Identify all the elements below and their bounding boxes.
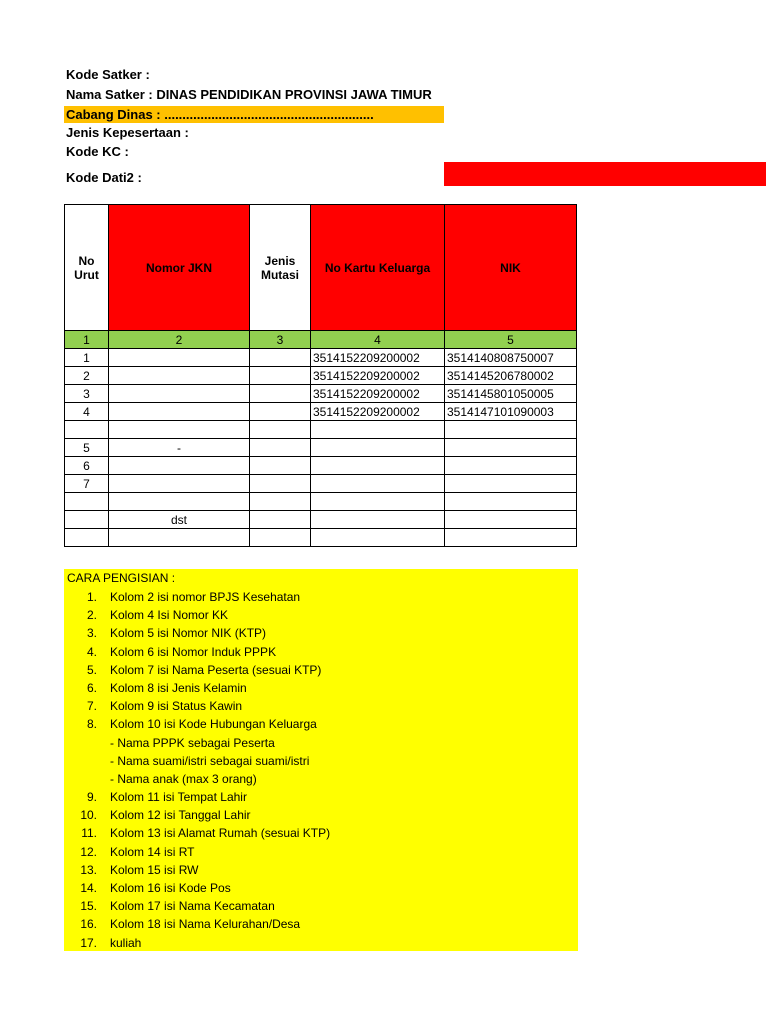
table-cell (445, 457, 577, 475)
table-cell (250, 493, 311, 511)
jenis-kepesertaan-label: Jenis Kepesertaan : (66, 125, 189, 140)
instruction-text: Kolom 9 isi Status Kawin (110, 699, 243, 714)
instruction-number: 16. (80, 917, 97, 932)
header-nomor-jkn: Nomor JKN (109, 205, 250, 331)
table-row (65, 367, 577, 385)
kode-dati2-label: Kode Dati2 : (66, 170, 142, 185)
table-cell: 3514152209200002 (311, 403, 445, 421)
table-cell (250, 403, 311, 421)
table-cell (65, 511, 109, 529)
instruction-text: Kolom 10 isi Kode Hubungan Keluarga (110, 717, 317, 732)
table-row (65, 385, 577, 403)
table-cell: 3514140808750007 (445, 349, 577, 367)
table-cell (445, 529, 577, 547)
mutasi-table (64, 204, 577, 547)
table-cell (109, 421, 250, 439)
table-cell: 1 (65, 349, 109, 367)
instruction-item (64, 697, 578, 715)
table-cell (250, 367, 311, 385)
instruction-text: Kolom 18 isi Nama Kelurahan/Desa (110, 917, 301, 932)
column-number-row (65, 331, 577, 349)
instruction-item (64, 879, 578, 897)
instruction-text: Kolom 4 Isi Nomor KK (110, 608, 229, 623)
instruction-item (64, 661, 578, 679)
instruction-text: Kolom 11 isi Tempat Lahir (110, 790, 247, 805)
table-cell (65, 421, 109, 439)
header-no-urut: No Urut (65, 205, 109, 331)
instruction-text: Kolom 2 isi nomor BPJS Kesehatan (110, 590, 301, 604)
table-cell: 3514152209200002 (311, 349, 445, 367)
table-cell: 3514145801050005 (445, 385, 577, 403)
instruction-item (64, 752, 578, 770)
instruction-item (64, 643, 578, 661)
table-cell (311, 475, 445, 493)
kode-kc-label: Kode KC : (66, 144, 129, 159)
instruction-number: 13. (80, 862, 97, 877)
table-cell (250, 349, 311, 367)
table-cell (250, 439, 311, 457)
table-cell (109, 367, 250, 385)
table-row (65, 511, 577, 529)
table-cell (250, 511, 311, 529)
instruction-text: Kolom 12 isi Tanggal Lahir (110, 808, 251, 823)
header-no-kartu-keluarga: No Kartu Keluarga (311, 205, 445, 331)
instruction-number: 7. (86, 699, 97, 714)
table-row (65, 349, 577, 367)
header-jenis-mutasi: Jenis Mutasi (250, 205, 311, 331)
table-cell (311, 457, 445, 475)
instruction-number: 17. (80, 935, 97, 950)
instruction-text: Kolom 7 isi Nama Peserta (sesuai KTP) (110, 662, 322, 677)
table-cell (109, 403, 250, 421)
instruction-item (64, 824, 578, 842)
table-cell (311, 511, 445, 529)
instruction-subitem: - Nama anak (max 3 orang) (110, 771, 257, 786)
instruction-number: 11. (81, 826, 97, 841)
table-cell (109, 349, 250, 367)
instruction-item (64, 806, 578, 824)
instruction-number: 1. (86, 590, 97, 604)
instruction-subitem: - Nama PPPK sebagai Peserta (110, 735, 275, 750)
instruction-text: Kolom 8 isi Jenis Kelamin (110, 680, 247, 695)
instruction-text: kuliah (110, 935, 142, 950)
instruction-item (64, 715, 578, 733)
table-row (65, 457, 577, 475)
instruction-item (64, 861, 578, 879)
table-cell: - (109, 439, 250, 457)
table-cell: 4 (65, 403, 109, 421)
kode-satker-label: Kode Satker : (66, 67, 150, 82)
table-cell: 3514147101090003 (445, 403, 577, 421)
table-cell: dst (109, 511, 250, 529)
table-row (65, 439, 577, 457)
instruction-number: 15. (80, 899, 97, 914)
column-number: 4 (311, 331, 445, 349)
instructions-title: CARA PENGISIAN : (67, 571, 176, 585)
instruction-item (64, 588, 578, 606)
instruction-item (64, 624, 578, 642)
instruction-number: 14. (80, 881, 97, 895)
instruction-text: Kolom 5 isi Nomor NIK (KTP) (110, 626, 267, 641)
table-cell: 2 (65, 367, 109, 385)
table-row (65, 421, 577, 439)
table-cell: 5 (65, 439, 109, 457)
table-cell (109, 475, 250, 493)
instruction-item (64, 606, 578, 624)
table-cell: 3 (65, 385, 109, 403)
instruction-number: 10. (80, 808, 97, 823)
table-cell: 6 (65, 457, 109, 475)
table-cell (250, 475, 311, 493)
table-row (65, 529, 577, 547)
table-cell (445, 493, 577, 511)
table-cell (445, 475, 577, 493)
table-cell (311, 529, 445, 547)
instruction-number: 6. (86, 680, 97, 695)
instructions-panel (64, 569, 578, 951)
instruction-number: 5. (86, 662, 97, 677)
table-cell (65, 493, 109, 511)
instruction-number: 8. (86, 717, 97, 732)
table-cell: 7 (65, 475, 109, 493)
instruction-item (64, 915, 578, 933)
instruction-item (64, 843, 578, 861)
table-cell (109, 457, 250, 475)
instruction-item (64, 934, 578, 952)
column-number: 5 (445, 331, 577, 349)
instruction-number: 9. (86, 790, 97, 805)
column-number: 1 (65, 331, 109, 349)
instruction-text: Kolom 13 isi Alamat Rumah (sesuai KTP) (110, 826, 331, 841)
instruction-number: 12. (80, 844, 97, 859)
instruction-item (64, 679, 578, 697)
instruction-subitem: - Nama suami/istri sebagai suami/istri (110, 753, 310, 768)
table-row (65, 475, 577, 493)
table-cell (65, 529, 109, 547)
table-cell (311, 421, 445, 439)
nama-satker-label: Nama Satker : DINAS PENDIDIKAN PROVINSI JAWA TIMUR (66, 87, 432, 102)
table-cell (311, 439, 445, 457)
instruction-number: 4. (86, 644, 97, 659)
instruction-text: Kolom 17 isi Nama Kecamatan (110, 899, 275, 914)
table-cell (109, 529, 250, 547)
table-cell (250, 421, 311, 439)
table-cell (109, 493, 250, 511)
table-cell (445, 511, 577, 529)
instruction-text: Kolom 16 isi Kode Pos (110, 881, 231, 895)
table-cell (250, 529, 311, 547)
instruction-text: Kolom 14 isi RT (110, 844, 195, 859)
instruction-text: Kolom 6 isi Nomor Induk PPPK (110, 644, 277, 659)
table-cell (445, 439, 577, 457)
table-cell (109, 385, 250, 403)
cabang-dinas-label: Cabang Dinas : .......................................................... (66, 107, 374, 122)
table-cell (250, 385, 311, 403)
column-number: 2 (109, 331, 250, 349)
instruction-item (64, 897, 578, 915)
column-number: 3 (250, 331, 311, 349)
table-row (65, 403, 577, 421)
instruction-text: Kolom 15 isi RW (110, 862, 199, 877)
table-cell: 3514152209200002 (311, 367, 445, 385)
table-cell (311, 493, 445, 511)
kode-dati2-red-bar (444, 162, 766, 186)
table-cell: 3514152209200002 (311, 385, 445, 403)
table-cell (250, 457, 311, 475)
table-cell (445, 421, 577, 439)
header-nik: NIK (445, 205, 577, 331)
instruction-number: 2. (86, 608, 97, 623)
instruction-item (64, 734, 578, 752)
instruction-number: 3. (86, 626, 97, 641)
table-cell: 3514145206780002 (445, 367, 577, 385)
table-header-row (65, 205, 577, 331)
table-row (65, 493, 577, 511)
instruction-item (64, 770, 578, 788)
instruction-item (64, 788, 578, 806)
instructions-list (64, 588, 578, 952)
